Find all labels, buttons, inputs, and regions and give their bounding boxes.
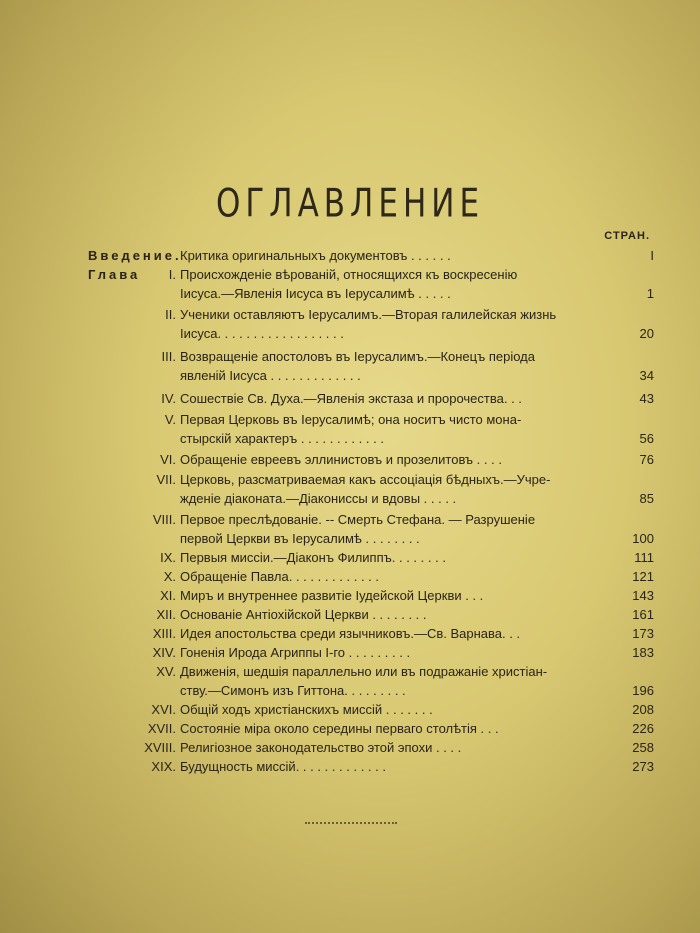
- toc-entry-kind: Введение.: [88, 248, 182, 263]
- toc-entry: [84, 662, 654, 700]
- toc-entry-line: Основаніе Антіохійской Церкви . . . . . . . .: [180, 607, 427, 622]
- toc-entry-line: Критика оригинальныхъ документовъ . . . . . .: [180, 248, 451, 263]
- toc-entry-label: [84, 410, 176, 429]
- toc-entry-line: Возвращеніе апостоловъ въ Іерусалимъ.—Конецъ періода: [180, 349, 535, 364]
- toc-page-number: 273: [632, 759, 654, 774]
- toc-entry-text: [180, 624, 598, 643]
- toc-entry-label: [84, 700, 176, 719]
- toc-entry-line: Сошествіе Св. Духа.—Явленія экстаза и пророчества. . .: [180, 391, 522, 406]
- closing-ornament: [305, 822, 397, 824]
- toc-entry: [84, 567, 654, 586]
- chapter-numeral: VI.: [160, 452, 176, 467]
- toc-page-number: 56: [639, 431, 654, 446]
- toc-entry-text: [180, 719, 598, 738]
- toc-entry-line: Первое преслѣдованіе. -- Смерть Стефана. — Разрушеніе: [180, 512, 536, 527]
- toc-page-number: 208: [632, 702, 654, 717]
- toc-entry-text: [180, 389, 598, 408]
- toc-entry-label: [84, 643, 176, 662]
- toc-entry-label: [84, 470, 176, 489]
- toc-entry-line: Происхожденіе вѣрованій, относящихся къ воскресенію: [180, 267, 518, 282]
- toc-entry-label: [84, 450, 176, 469]
- toc-entry-label: [84, 757, 176, 776]
- toc-entry-text: [180, 757, 598, 776]
- toc-entry-text: [180, 450, 598, 469]
- chapter-numeral: VIII.: [152, 512, 176, 527]
- toc-entry-label: [84, 510, 176, 529]
- toc-entry-line: Іисуса.—Явленія Іисуса въ Іерусалимѣ . . . . .: [180, 286, 451, 301]
- toc-entry-label: [84, 548, 176, 567]
- toc-entry-label: [84, 389, 176, 408]
- toc-entry-line: Первыя миссіи.—Діаконъ Филиппъ. . . . . . . .: [180, 550, 446, 565]
- toc-entry-line: первой Церкви въ Іерусалимѣ . . . . . . . .: [180, 531, 420, 546]
- chapter-numeral: II.: [165, 307, 176, 322]
- toc-entry: [84, 757, 654, 776]
- toc-page-number: 20: [639, 326, 654, 341]
- toc-page-number: 226: [632, 721, 654, 736]
- chapter-numeral: I.: [168, 267, 176, 282]
- chapter-numeral: XVIII.: [144, 740, 176, 755]
- toc-page-number: 196: [632, 683, 654, 698]
- toc-entry: [84, 700, 654, 719]
- toc-entry-label: [84, 719, 176, 738]
- toc-entry-kind: Глава: [88, 267, 141, 282]
- toc-page-number: 161: [632, 607, 654, 622]
- toc-entry-line: Церковь, разсматриваемая какъ ассоціація бѣдныхъ.—Учре-: [180, 472, 551, 487]
- pages-column-header: СТРАН.: [604, 230, 650, 242]
- chapter-numeral: IV.: [161, 391, 176, 406]
- toc-entry-text: [180, 605, 598, 624]
- toc-entry-label: [84, 586, 176, 605]
- page-title: ОГЛАВЛЕНИЕ: [215, 181, 485, 227]
- chapter-numeral: XII.: [156, 607, 176, 622]
- toc-entry-label: [84, 662, 176, 681]
- toc-entry-line: Гоненія Ирода Агриппы І-го . . . . . . . . .: [180, 645, 411, 660]
- chapter-numeral: XIII.: [152, 626, 176, 641]
- toc-entry-text: [180, 662, 598, 700]
- toc-entry: [84, 548, 654, 567]
- chapter-numeral: XIX.: [151, 759, 176, 774]
- toc-entry-line: жденіе діаконата.—Діакониссы и вдовы . . . . .: [180, 491, 457, 506]
- toc-entry-line: Общій ходъ христіанскихъ миссій . . . . . . .: [180, 702, 433, 717]
- toc-entry: [84, 389, 654, 408]
- toc-entry-label: [84, 624, 176, 643]
- toc-entry-line: Религіозное законодательство этой эпохи . . . .: [180, 740, 462, 755]
- toc-page-number: 143: [632, 588, 654, 603]
- toc-entry-label: [84, 265, 176, 284]
- toc-entry: [84, 624, 654, 643]
- chapter-numeral: XIV.: [152, 645, 176, 660]
- chapter-numeral: X.: [163, 569, 176, 584]
- chapter-numeral: V.: [164, 412, 176, 427]
- toc-page-number: 258: [632, 740, 654, 755]
- toc-entry-text: [180, 510, 598, 548]
- toc-page-number: 183: [632, 645, 654, 660]
- toc-entry-line: Будущность миссій. . . . . . . . . . . . .: [180, 759, 386, 774]
- chapter-numeral: XV.: [156, 664, 176, 679]
- toc-entry-line: Состояніе міра около середины перваго столѣтія . . .: [180, 721, 499, 736]
- toc-entry: [84, 719, 654, 738]
- toc-entry-text: [180, 548, 598, 567]
- toc-entry-line: Іисуса. . . . . . . . . . . . . . . . . .: [180, 326, 344, 341]
- toc-entry: [84, 643, 654, 662]
- toc-entry: [84, 305, 654, 343]
- toc-page-number: 34: [639, 368, 654, 383]
- toc-entry-text: [180, 700, 598, 719]
- toc-entry: [84, 410, 654, 448]
- toc-page-number: I: [650, 248, 654, 263]
- toc-entry-line: Движенія, шедшія параллельно или въ подражаніе христіан-: [180, 664, 548, 679]
- toc-entry-line: Миръ и внутреннее развитіе Іудейской Церкви . . .: [180, 588, 484, 603]
- toc-page-number: 43: [639, 391, 654, 406]
- chapter-numeral: XVI.: [151, 702, 176, 717]
- toc-entry-text: [180, 586, 598, 605]
- toc-entry: [84, 347, 654, 385]
- chapter-numeral: III.: [161, 349, 176, 364]
- toc-entry: [84, 450, 654, 469]
- toc-page-number: 173: [632, 626, 654, 641]
- toc-entry-line: Идея апостольства среди язычниковъ.—Св. Варнава. . .: [180, 626, 521, 641]
- toc-entry: [84, 470, 654, 508]
- toc-page-number: 121: [632, 569, 654, 584]
- toc-entry-label: [84, 567, 176, 586]
- toc-entry: [84, 510, 654, 548]
- toc-entry-label: [84, 605, 176, 624]
- toc-entry-text: [180, 347, 598, 385]
- toc-entry-text: [180, 410, 598, 448]
- toc-entry-text: [180, 567, 598, 586]
- toc-entry-line: Обращеніе Павла. . . . . . . . . . . . .: [180, 569, 379, 584]
- toc-entry-text: [180, 643, 598, 662]
- toc-entry: [84, 586, 654, 605]
- toc-entry-line: ству.—Симонъ изъ Гиттона. . . . . . . . .: [180, 683, 406, 698]
- toc-entry: [84, 246, 654, 265]
- toc-entry: [84, 738, 654, 757]
- toc-entry-text: [180, 265, 598, 303]
- toc-page-number: 85: [639, 491, 654, 506]
- toc-entry: [84, 605, 654, 624]
- toc-entry-line: Первая Церковь въ Іерусалимѣ; она носитъ чисто мона-: [180, 412, 522, 427]
- chapter-numeral: IX.: [160, 550, 176, 565]
- toc-page-number: 100: [632, 531, 654, 546]
- toc-entry-label: [84, 738, 176, 757]
- toc-entry-line: Обращеніе евреевъ эллинистовъ и прозелитовъ . . . .: [180, 452, 502, 467]
- toc-page-number: 1: [646, 286, 654, 301]
- table-of-contents: [84, 246, 654, 776]
- toc-page-number: 76: [639, 452, 654, 467]
- toc-entry-line: явленій Іисуса . . . . . . . . . . . . .: [180, 368, 361, 383]
- toc-entry-label: [84, 347, 176, 366]
- chapter-numeral: VII.: [156, 472, 176, 487]
- toc-entry: [84, 265, 654, 303]
- chapter-numeral: XI.: [160, 588, 176, 603]
- toc-entry-text: [180, 305, 598, 343]
- chapter-numeral: XVII.: [147, 721, 176, 736]
- toc-entry-text: [180, 738, 598, 757]
- toc-entry-line: Ученики оставляютъ Іерусалимъ.—Вторая галилейская жизнь: [180, 307, 557, 322]
- toc-page-number: 111: [634, 550, 654, 565]
- toc-entry-line: стырскій характеръ . . . . . . . . . . . .: [180, 431, 384, 446]
- toc-entry-label: [84, 305, 176, 324]
- toc-entry-text: [180, 246, 598, 265]
- toc-entry-text: [180, 470, 598, 508]
